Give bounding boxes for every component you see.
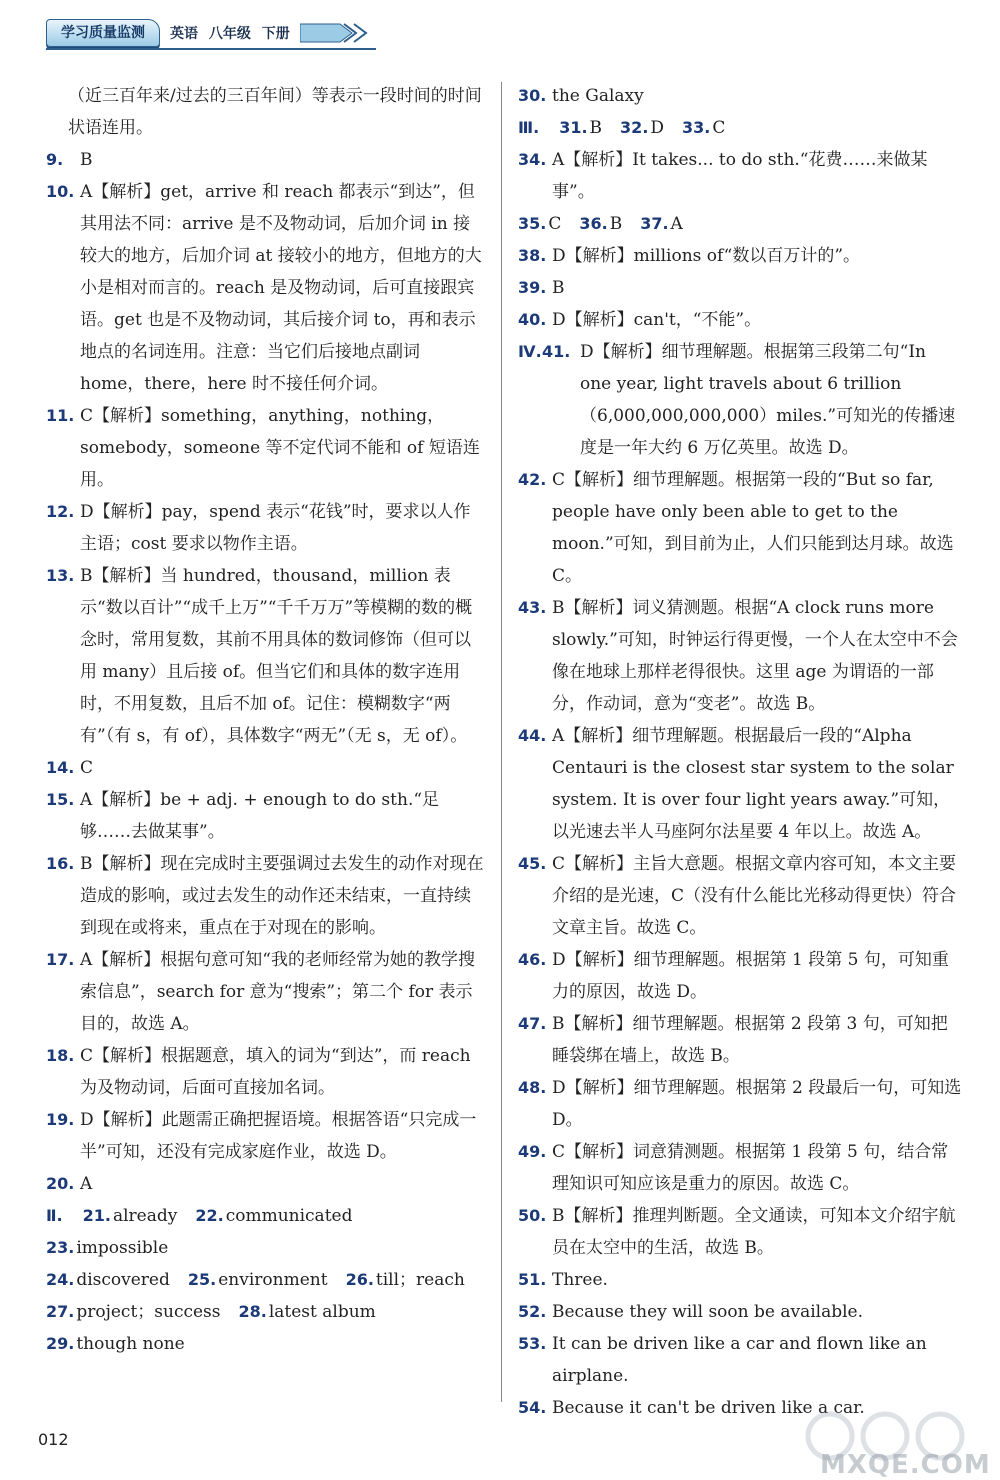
answer-text: A [670, 214, 683, 234]
answer-number: 29. [46, 1334, 75, 1353]
answer-row [518, 112, 962, 144]
answer-cell [518, 208, 561, 240]
answer-cell [188, 1264, 328, 1296]
answer-number: 44. [518, 726, 547, 745]
answer-item [46, 144, 486, 176]
answer-number: 39. [518, 278, 547, 297]
answer-row [46, 1296, 486, 1360]
answer-text: B [80, 150, 93, 170]
answer-text: Three. [552, 1270, 608, 1290]
answer-text: C【解析】根据题意，填入的词为“到达”，而 reach 为及物动词，后面可直接加名词。 [80, 1046, 471, 1098]
answer-text: Because they will soon be available. [552, 1302, 864, 1322]
section-numeral: Ⅳ. [518, 342, 542, 361]
answer-text: A【解析】be + adj. + enough to do sth.“足够……去做某事”。 [80, 790, 440, 842]
answer-item [518, 304, 962, 336]
answer-item [518, 144, 962, 208]
answer-text: B【解析】当 hundred，thousand，million 表示“数以百计”“成千上万”“千千万万”等模糊的数的概念时，常用复数，其前不用具体的数词修饰（但可以用 many）且后接 of。但当它们和具体的数字连用时，不用复数，且后不加 of。记住：模糊数字“两有”（有 s，有 of），具体数字“两无”（无 s，无 of）。 [80, 566, 473, 746]
answer-item [46, 848, 486, 944]
answer-cell [46, 1296, 221, 1328]
answer-item [518, 1008, 962, 1072]
answer-text: B【解析】词义猜测题。根据“A clock runs more slowly.”可知，时钟运行得更慢，一个人在太空中不会像在地球上那样老得很快。这里 age 为谓语的一部分，作动词，意为“变老”。故选 B。 [552, 598, 958, 714]
answer-number: 23. [46, 1238, 75, 1257]
answer-item [518, 720, 962, 848]
answer-number: 53. [518, 1334, 547, 1353]
right-answer-list-b [518, 464, 962, 1424]
answer-number: 9. [46, 150, 64, 169]
answer-item [46, 784, 486, 848]
answer-number: 42. [518, 470, 547, 489]
answer-number: 33. [682, 118, 711, 137]
answer-item [518, 1136, 962, 1200]
answer-text: the Galaxy [552, 86, 644, 106]
answer-text: discovered [76, 1270, 170, 1290]
answer-number: 41. [542, 342, 571, 361]
answer-text: impossible [76, 1238, 169, 1258]
answer-text: D【解析】细节理解题。根据第 1 段第 5 句，可知重力的原因，故选 D。 [552, 950, 949, 1002]
answer-text: A【解析】根据句意可知“我的老师经常为她的教学搜索信息”，search for 意为“搜索”；第二个 for 表示目的，故选 A。 [80, 950, 475, 1034]
answer-number: 18. [46, 1046, 75, 1065]
answer-number: 14. [46, 758, 75, 777]
answer-text: C [80, 758, 94, 778]
answer-item [518, 80, 962, 112]
answer-row [46, 1200, 486, 1264]
page-number: 012 [38, 1430, 69, 1449]
answer-text: project；success [76, 1302, 221, 1322]
answer-cell [239, 1296, 376, 1328]
series-title: 学习质量监测 [46, 19, 160, 47]
answer-number: 10. [46, 182, 75, 201]
answer-item [518, 944, 962, 1008]
answer-number: 46. [518, 950, 547, 969]
answer-text: environment [218, 1270, 328, 1290]
answer-text: latest album [268, 1302, 376, 1322]
answer-text: B [609, 214, 623, 234]
answer-item [46, 1104, 486, 1168]
answer-cell [46, 1328, 185, 1360]
answer-item [518, 272, 962, 304]
answer-text: C [548, 214, 562, 234]
answer-number: 11. [46, 406, 75, 425]
section-numeral: Ⅲ. [518, 118, 540, 137]
left-answer-list [46, 144, 486, 1200]
answer-cell [559, 112, 602, 144]
answer-number: 27. [46, 1302, 75, 1321]
answer-item [46, 560, 486, 752]
answer-text: C [712, 118, 726, 138]
section-4-first-item [518, 336, 962, 464]
answer-item [46, 176, 486, 400]
answer-number: 52. [518, 1302, 547, 1321]
answer-number: 12. [46, 502, 75, 521]
answer-number: 13. [46, 566, 75, 585]
answer-item [46, 752, 486, 784]
watermark-text: MXQE.COM [820, 1450, 991, 1480]
answer-number: 19. [46, 1110, 75, 1129]
answer-cell [46, 1264, 170, 1296]
answer-text: B [552, 278, 565, 298]
answer-cell [346, 1264, 465, 1296]
answer-text: C【解析】主旨大意题。根据文章内容可知，本文主要介绍的是光速，C（没有什么能比光移动得更快）符合文章主旨。故选 C。 [552, 854, 957, 938]
answer-text: D【解析】can't，“不能”。 [552, 310, 762, 330]
continued-answer-text: （近三百年来/过去的三百年间）等表示一段时间的时间状语连用。 [68, 86, 482, 138]
answer-number: 16. [46, 854, 75, 873]
answer-text: A【解析】get，arrive 和 reach 都表示“到达”，但其用法不同：arrive 是不及物动词，后加介词 in 接较大的地方，后加介词 at 接较小的地方，但地方的大小是相对而言的。reach 是及物动词，后可直接跟宾语。get 也是不及物动词，其后接介词 to，再和表示地点的名词连用。注意：当它们后接地点副词 home，there，here 时不接任何介词。 [80, 182, 482, 394]
answer-text: C【解析】something，anything，nothing，somebody，someone 等不定代词不能和 of 短语连用。 [80, 406, 480, 490]
answer-number: 25. [187, 1270, 217, 1289]
answer-text: communicated [225, 1206, 353, 1226]
answer-number: 40. [518, 310, 547, 329]
answer-cell [682, 112, 725, 144]
answer-text: A【解析】细节理解题。根据最后一段的“Alpha Centauri is the closest star system to the solar system. It is over four light years away.”可知，以光速去半人马座阿尔法星要 4 年以上。故选 A。 [552, 726, 954, 842]
answer-number: 26. [345, 1270, 374, 1289]
answer-number: 17. [46, 950, 75, 969]
answer-item [46, 1040, 486, 1104]
answer-number: 28. [238, 1302, 267, 1321]
answer-row [46, 1264, 486, 1296]
header-rule [46, 48, 376, 50]
answer-row [518, 208, 962, 240]
answer-cell [640, 208, 683, 240]
answer-number: 37. [640, 214, 669, 233]
answer-item [46, 496, 486, 560]
answer-number: 31. [559, 118, 588, 137]
answer-item [46, 400, 486, 496]
answer-item [518, 1200, 962, 1264]
answer-number: 36. [579, 214, 608, 233]
answer-row [518, 208, 962, 240]
answer-cell [83, 1200, 178, 1232]
answer-number: 35. [518, 214, 547, 233]
answer-text: A [80, 1174, 93, 1194]
answer-number: 38. [518, 246, 547, 265]
answer-cell [579, 208, 622, 240]
answer-text: It can be driven like a car and flown like an airplane. [552, 1334, 927, 1386]
right-answer-list-a [518, 240, 962, 336]
answer-item [46, 1168, 486, 1200]
answer-text: D【解析】pay，spend 表示“花钱”时，要求以人作主语；cost 要求以物作主语。 [80, 502, 471, 554]
answer-text: D [650, 118, 665, 138]
answer-number: 34. [518, 150, 547, 169]
column-divider [501, 82, 502, 1402]
section-numeral: Ⅱ. [46, 1206, 63, 1225]
answer-cell [620, 112, 664, 144]
answer-number: 21. [82, 1206, 111, 1225]
answer-text: Because it can't be driven like a car. [552, 1398, 865, 1418]
answer-item [518, 1264, 962, 1296]
answer-cell [46, 1232, 168, 1264]
answer-number: 15. [46, 790, 75, 809]
answer-number: 51. [518, 1270, 547, 1289]
answer-text: B【解析】现在完成时主要强调过去发生的动作对现在造成的影响，或过去发生的动作还未结束，一直持续到现在或将来，重点在于对现在的影响。 [80, 854, 484, 938]
answer-text: D【解析】此题需正确把握语境。根据答语“只完成一半”可知，还没有完成家庭作业，故选 D。 [80, 1110, 477, 1162]
answer-number: 54. [518, 1398, 547, 1417]
answer-cell [195, 1200, 352, 1232]
answer-item [518, 464, 962, 592]
section-3-row [518, 112, 962, 144]
answer-text: till；reach [375, 1270, 465, 1290]
answer-item [518, 240, 962, 272]
page-header [46, 18, 370, 48]
answer-number: 32. [620, 118, 649, 137]
answer-number: 24. [46, 1270, 75, 1289]
answer-text: A【解析】It takes... to do sth.“花费……来做某事”。 [552, 150, 928, 202]
answer-text: B [589, 118, 603, 138]
right-column [518, 80, 962, 1424]
book-subtitle: 英语 八年级 下册 [170, 26, 290, 42]
answer-number: 45. [518, 854, 547, 873]
answer-number: 47. [518, 1014, 547, 1033]
answer-text: C【解析】细节理解题。根据第一段的“But so far, people have only been able to get to the moon.”可知，到目前为止，人们只能到达月球。故选 C。 [552, 470, 954, 586]
left-column [46, 80, 486, 1360]
answer-number: 48. [518, 1078, 547, 1097]
answer-text: D【解析】细节理解题。根据第 2 段最后一句，可知选 D。 [552, 1078, 962, 1130]
answer-text: D【解析】细节理解题。根据第三段第二句“In one year, light travels about 6 trillion（6,000,000,000,000）miles.”可知光的传播速度是一年大约 6 万亿英里。故选 D。 [580, 342, 956, 458]
answer-number: 50. [518, 1206, 547, 1225]
answer-item [518, 1296, 962, 1328]
answer-text: already [112, 1206, 178, 1226]
answer-text: though none [76, 1334, 185, 1354]
answer-number: 22. [195, 1206, 224, 1225]
answer-text: B【解析】推理判断题。全文通读，可知本文介绍宇航员在太空中的生活，故选 B。 [552, 1206, 956, 1258]
answer-number: 30. [518, 86, 547, 105]
section-2-answers [46, 1200, 486, 1360]
answer-text: C【解析】词意猜测题。根据第 1 段第 5 句，结合常理知识可知应该是重力的原因。故选 C。 [552, 1142, 949, 1194]
answer-item [518, 592, 962, 720]
answer-item [518, 848, 962, 944]
answer-text: D【解析】millions of“数以百万计的”。 [552, 246, 861, 266]
answer-number: 49. [518, 1142, 547, 1161]
answer-text: B【解析】细节理解题。根据第 2 段第 3 句，可知把睡袋绑在墙上，故选 B。 [552, 1014, 948, 1066]
answer-number: 20. [46, 1174, 75, 1193]
answer-item [46, 944, 486, 1040]
answer-item [518, 1328, 962, 1392]
answer-item [518, 1072, 962, 1136]
answer-number: 43. [518, 598, 547, 617]
chevron-arrows-icon [300, 20, 370, 46]
